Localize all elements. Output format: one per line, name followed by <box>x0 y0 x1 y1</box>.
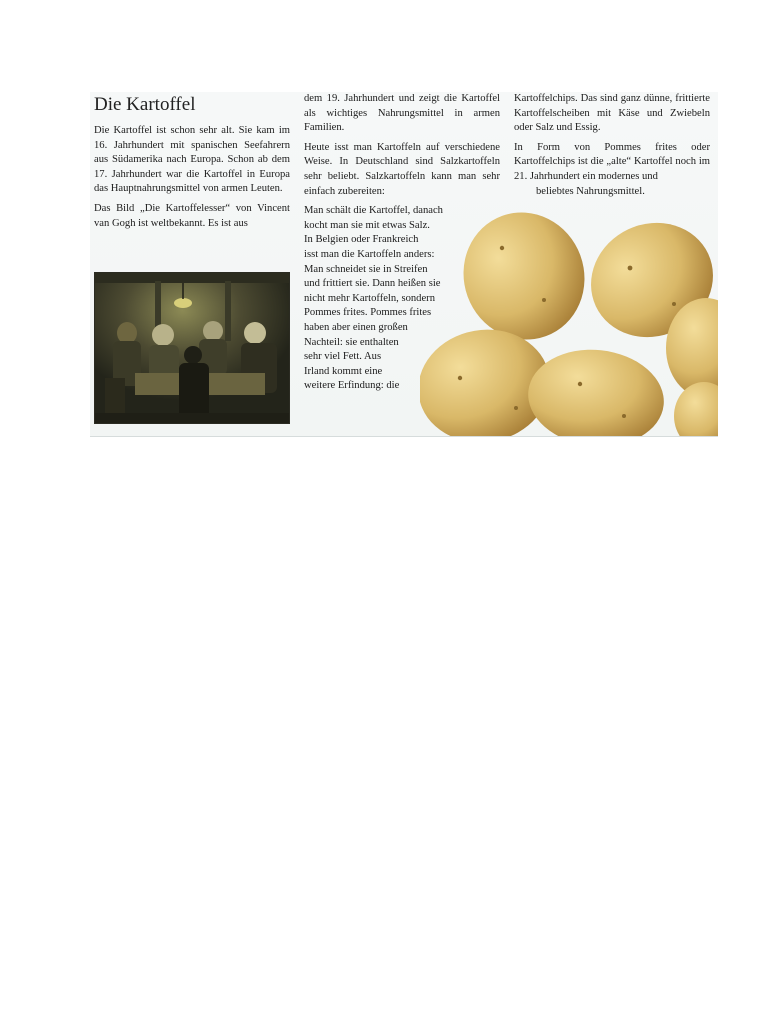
paragraph: dem 19. Jahrhundert und zeigt die Kartoffel als wichtiges Nahrungsmittel in armen Familien. <box>304 93 500 134</box>
paragraph: Das Bild „Die Kartoffelesser“ von Vincent van Gogh ist weltbekannt. Es ist aus <box>94 202 290 229</box>
potato-eaters-painting <box>94 272 290 424</box>
paragraph: Heute isst man Kartoffeln auf verschiedene Weise. In Deutschland sind Salzkartoffeln sehr beliebt. Salzkartoffeln kann man sehr einfach zubereiten: <box>304 141 500 197</box>
text-line: und frittiert sie. Dann heißen sie <box>304 278 441 290</box>
paragraph-end: beliebtes Nahrungsmittel. <box>536 185 645 197</box>
text-line: haben aber einen großen <box>304 321 408 333</box>
text-line: isst man die Kartoffeln anders: <box>304 248 435 260</box>
text-line: Irland kommt eine <box>304 365 383 377</box>
text-line: weitere Erfindung: die <box>304 380 400 392</box>
article-page <box>90 92 718 437</box>
paragraph: Kartoffelchips. Das sind ganz dünne, frittierte Kartoffelscheiben mit Käse und Zwiebeln oder Salz und Essig. <box>514 93 710 134</box>
article-title: Die Kartoffel <box>94 94 196 115</box>
text-line: Man schneidet sie in Streifen <box>304 263 428 275</box>
text-line: kocht man sie mit etwas Salz. <box>304 219 430 231</box>
column-1 <box>94 92 290 236</box>
text-line: In Belgien oder Frankreich <box>304 234 419 246</box>
text-line: Man schält die Kartoffel, danach <box>304 205 443 217</box>
column-3 <box>514 92 710 204</box>
text-line: Pommes frites. Pommes frites <box>304 307 432 319</box>
paragraph: In Form von Pommes frites oder Kartoffelchips ist die „alte“ Kartoffel noch im 21. Jahrhundert ein modernes und <box>514 141 710 182</box>
paragraph: Die Kartoffel ist schon sehr alt. Sie kam im 16. Jahrhundert mit spanischen Seefahrern aus Südamerika nach Europa. Schon ab dem 17. Jahrhundert war die Kartoffel in Europa das Hauptnahrungsmittel von armen Leuten. <box>94 125 290 195</box>
text-line: sehr viel Fett. Aus <box>304 351 382 363</box>
potatoes-photo <box>420 208 718 437</box>
text-line: nicht mehr Kartoffeln, sondern <box>304 292 436 304</box>
text-line: Nachteil: sie enthalten <box>304 336 399 348</box>
